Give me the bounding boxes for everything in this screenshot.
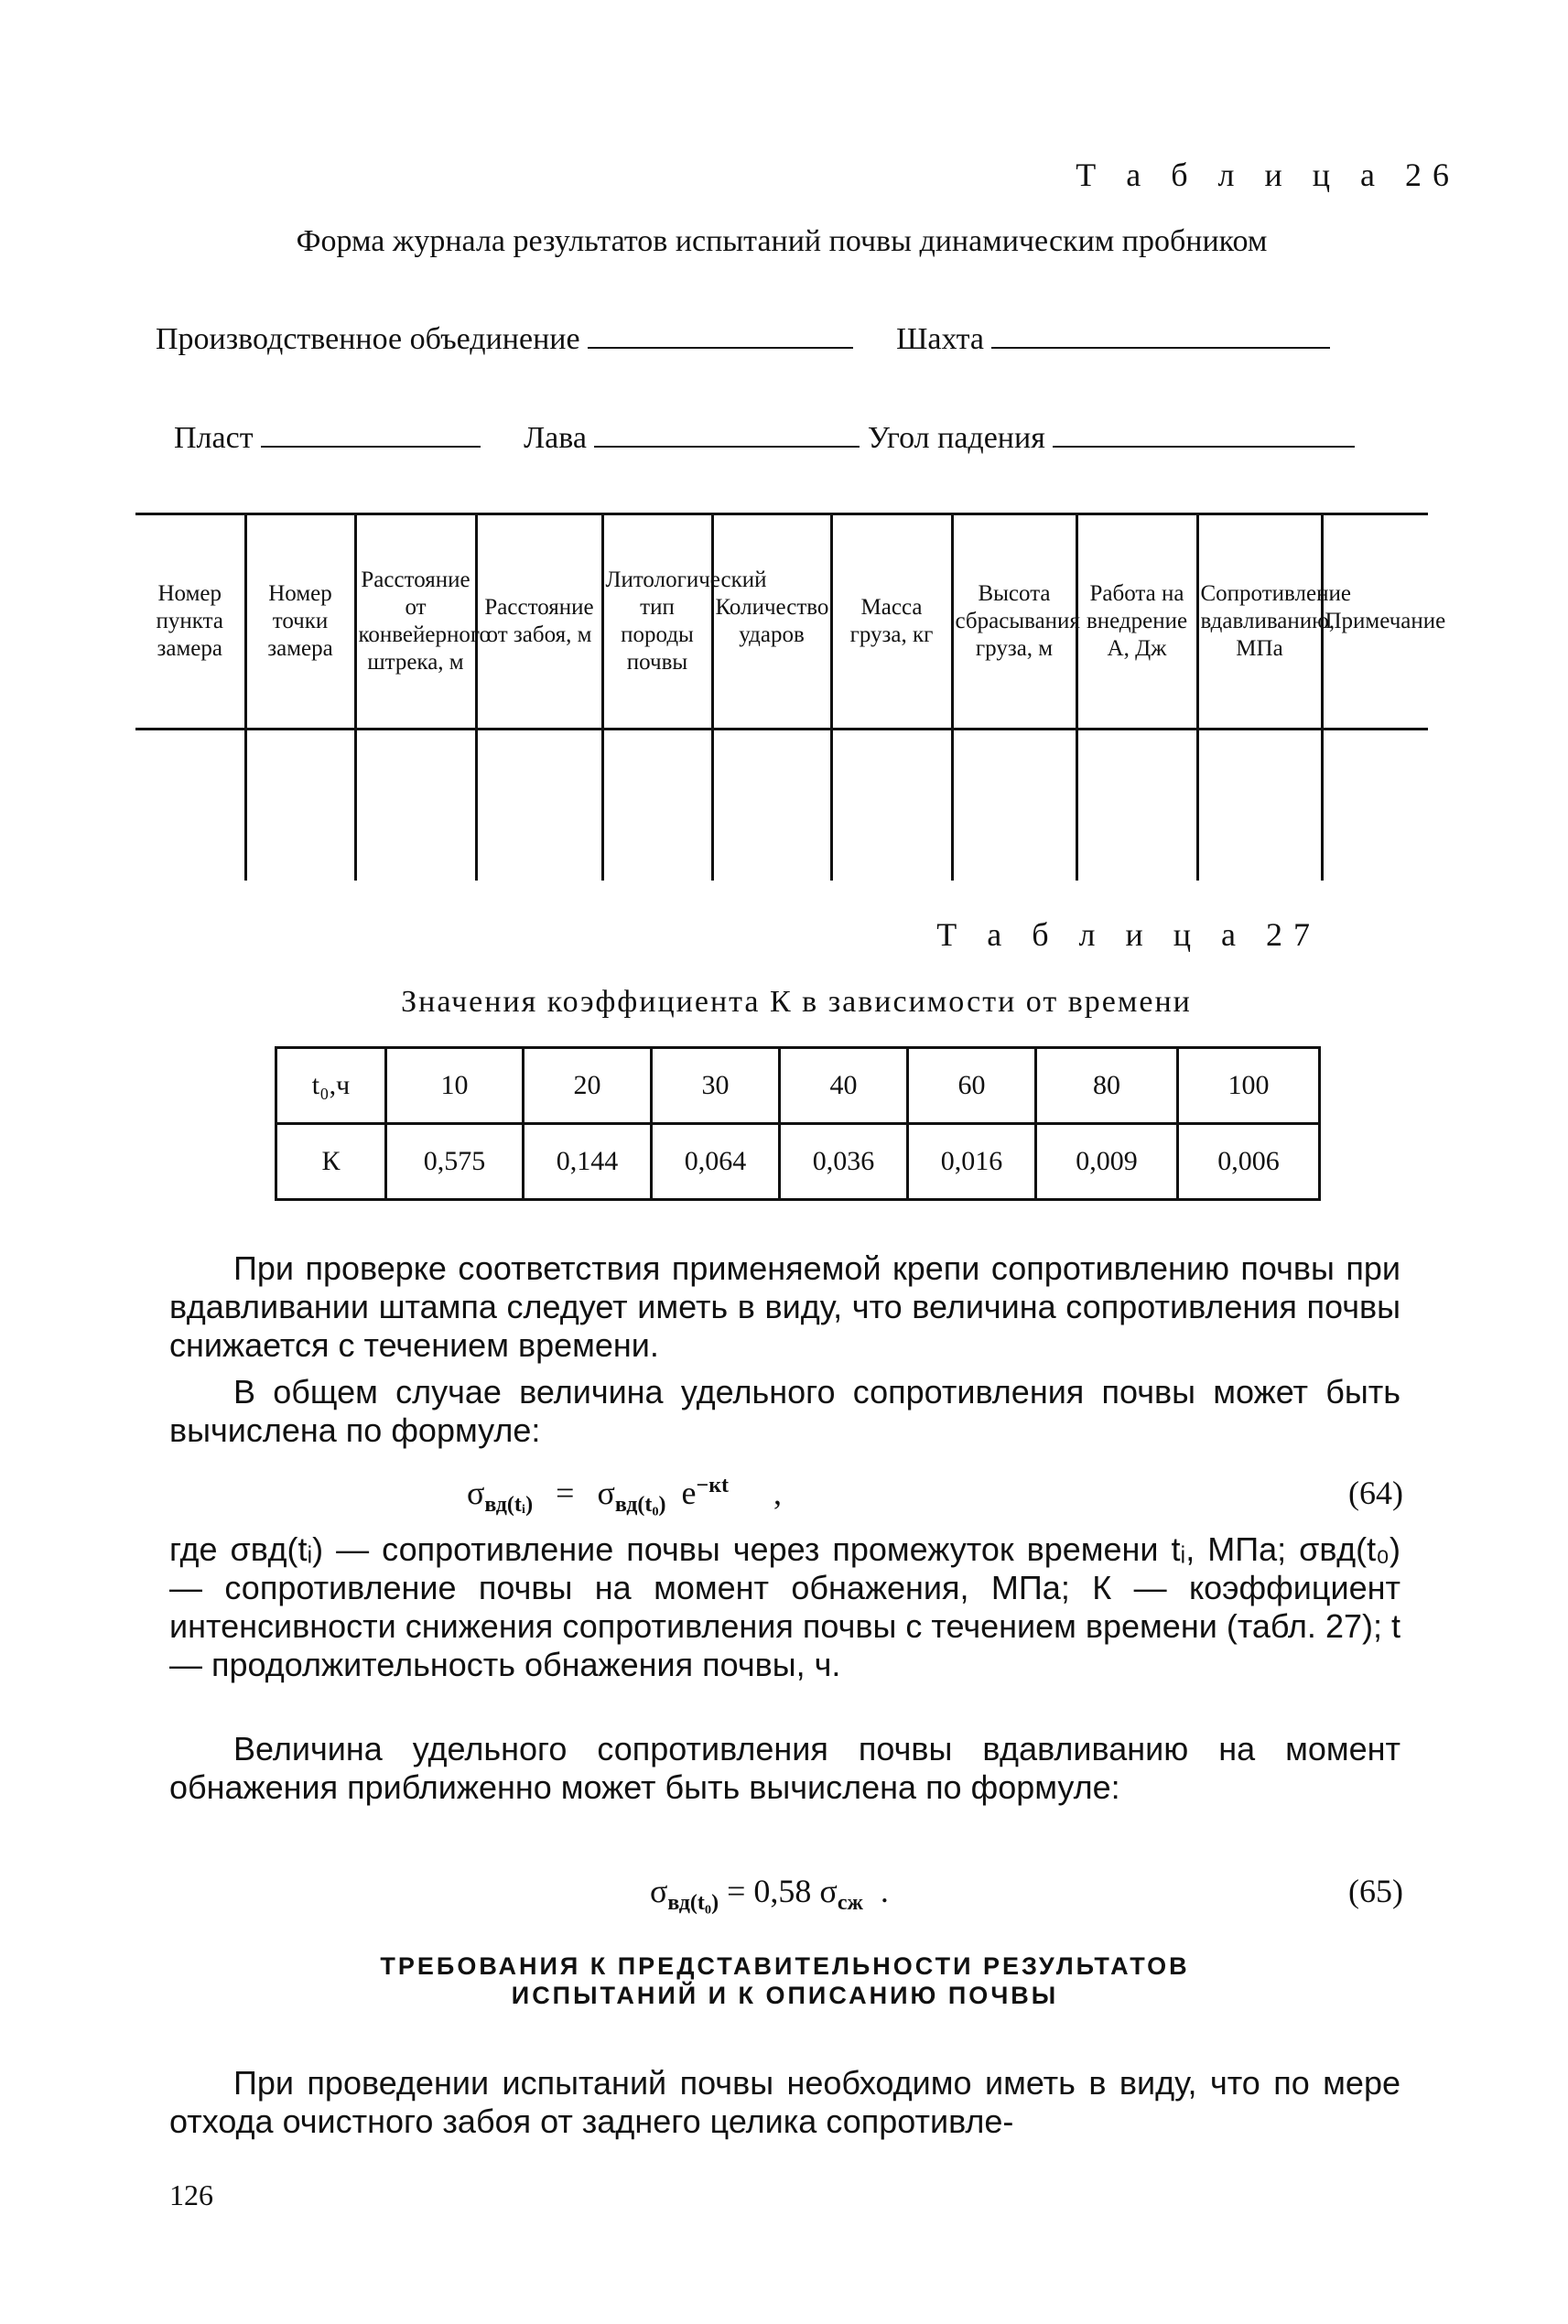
- table27-title: Значения коэффициента К в зависимости от времени: [401, 985, 1192, 1019]
- header-cell: Номер точки замера: [245, 514, 355, 730]
- paragraph-4: Величина удельного сопротивления почвы вдавливанию на момент обнажения приближенно может быть вычислена по формуле:: [169, 1730, 1400, 1806]
- time-cell: 60: [908, 1048, 1036, 1124]
- coefficient-table: [275, 1046, 1321, 1201]
- header-cell: Высота сбрасывания груза, м: [952, 514, 1076, 730]
- formula-65: $\sigma_{вд(t_0)} = 0,58$ $\sigma_{сж}$ .: [650, 1873, 889, 1916]
- seam-blank: [261, 422, 481, 448]
- formula-64-number: (64): [1348, 1475, 1403, 1511]
- section-heading: [169, 1951, 1400, 2010]
- header-cell: Номер пункта замера: [135, 514, 245, 730]
- empty-cell: [831, 730, 952, 881]
- association-blank: [588, 323, 853, 349]
- time-cell: 100: [1178, 1048, 1320, 1124]
- table27-caption: Т а б л и ц а 27: [936, 916, 1321, 953]
- empty-cell: [1322, 730, 1428, 881]
- coefficient-cell: 0,036: [780, 1124, 908, 1200]
- header-cell: Литологический тип породы почвы: [602, 514, 712, 730]
- coefficient-label-cell: К: [276, 1124, 386, 1200]
- paragraph-5: При проведении испытаний почвы необходимо иметь в виду, что по мере отхода очистного забоя от заднего целика сопротивле-: [169, 2064, 1400, 2140]
- header-cell: Расстояние от конвейерного штрека, м: [355, 514, 476, 730]
- empty-cell: [355, 730, 476, 881]
- journal-form-table: [135, 513, 1446, 881]
- coefficient-cell: 0,144: [524, 1124, 652, 1200]
- coefficient-cell: 0,575: [386, 1124, 524, 1200]
- heading-line-1: ТРЕБОВАНИЯ К ПРЕДСТАВИТЕЛЬНОСТИ РЕЗУЛЬТАТОВ: [380, 1952, 1190, 1980]
- table26-header-row: [135, 514, 1428, 730]
- time-cell: 80: [1036, 1048, 1178, 1124]
- paragraph-2: В общем случае величина удельного сопротивления почвы может быть вычислена по формуле:: [169, 1373, 1400, 1449]
- heading-line-2: ИСПЫТАНИЙ И К ОПИСАНИЮ ПОЧВЫ: [511, 1982, 1059, 2009]
- time-row: [276, 1048, 1320, 1124]
- table26-title: Форма журнала результатов испытаний почвы динамическим пробником: [296, 224, 1268, 258]
- empty-cell: [1076, 730, 1197, 881]
- time-cell: 30: [652, 1048, 780, 1124]
- seam-label: Пласт: [174, 421, 254, 455]
- header-cell: Масса груза, кг: [831, 514, 952, 730]
- header-cell: Расстояние от забоя, м: [476, 514, 602, 730]
- dip-angle-blank: [1053, 422, 1355, 448]
- empty-cell: [952, 730, 1076, 881]
- coefficient-cell: 0,064: [652, 1124, 780, 1200]
- coefficient-row: [276, 1124, 1320, 1200]
- header-cell: Количество ударов: [712, 514, 831, 730]
- header-cell: Примечание: [1322, 514, 1428, 730]
- dip-angle-label: Угол падения: [867, 421, 1045, 455]
- coefficient-cell: 0,006: [1178, 1124, 1320, 1200]
- mine-blank: [991, 323, 1330, 349]
- formula-64: $\sigma_{вд(tᵢ)} = \sigma_{вд(t_0)}$ $e^{-кt}$ ,: [467, 1474, 783, 1518]
- empty-cell: [712, 730, 831, 881]
- header-cell: Сопротивление вдавливанию, МПа: [1197, 514, 1322, 730]
- form-line-2: [174, 421, 1355, 456]
- empty-cell: [1197, 730, 1322, 881]
- mine-label: Шахта: [896, 322, 984, 356]
- form-line-1: [156, 322, 1330, 357]
- time-cell: 40: [780, 1048, 908, 1124]
- empty-cell: [476, 730, 602, 881]
- empty-cell: [135, 730, 245, 881]
- header-cell: Работа на внедрение А, Дж: [1076, 514, 1197, 730]
- formula-65-number: (65): [1348, 1873, 1403, 1909]
- time-cell: 10: [386, 1048, 524, 1124]
- association-label: Производственное объединение: [156, 322, 580, 356]
- table26-empty-row: [135, 730, 1428, 881]
- coefficient-cell: 0,016: [908, 1124, 1036, 1200]
- time-cell: 20: [524, 1048, 652, 1124]
- face-label: Лава: [524, 421, 587, 455]
- paragraph-3: где σвд(tᵢ) — сопротивление почвы через промежуток времени tᵢ, МПа; σвд(t₀) — сопротивление почвы на момент обнажения, МПа; К — коэффициент интенсивности снижения сопротивления почвы с течением времени (табл. 27); t — продолжительность обнажения почвы, ч.: [169, 1530, 1400, 1683]
- table26-caption: Т а б л и ц а 26: [1076, 157, 1460, 193]
- page-number: 126: [169, 2178, 213, 2211]
- empty-cell: [602, 730, 712, 881]
- time-label-cell: t₀,ч: [276, 1048, 386, 1124]
- paragraph-1: При проверке соответствия применяемой крепи сопротивлению почвы при вдавливании штампа следует иметь в виду, что величина сопротивления почвы снижается с течением времени.: [169, 1249, 1400, 1364]
- empty-cell: [245, 730, 355, 881]
- coefficient-cell: 0,009: [1036, 1124, 1178, 1200]
- face-blank: [594, 422, 860, 448]
